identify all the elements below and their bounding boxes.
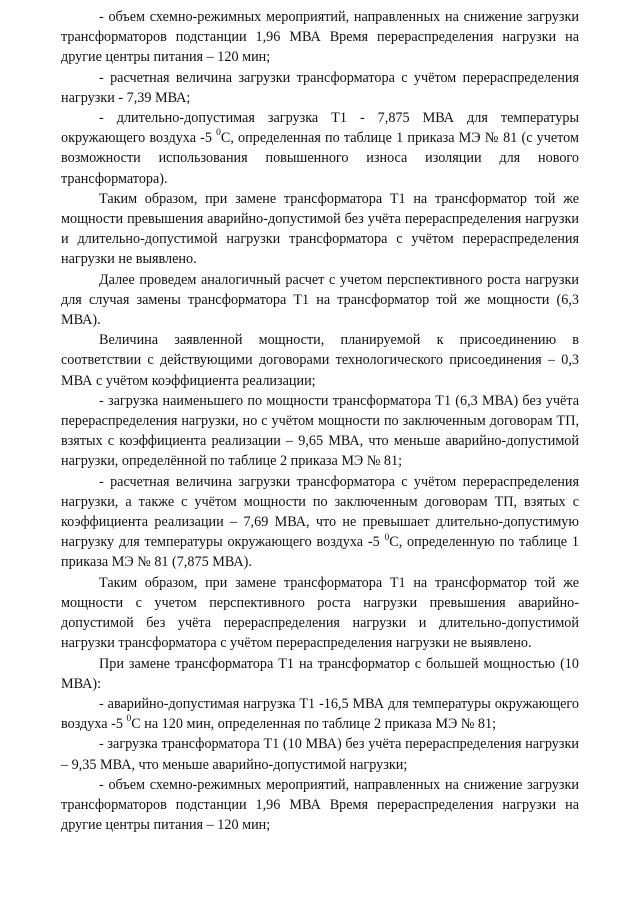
paragraph-6-text: Величина заявленной мощности, планируемой к присоединению в соответствии с действующими договорами технологического присоединения – 0,3 МВА с учётом коэффициента реализации; xyxy=(61,332,579,389)
paragraph-2 xyxy=(61,68,579,108)
paragraph-10-text: При замене трансформатора Т1 на трансформатор с большей мощностью (10 МВА): xyxy=(61,655,579,692)
paragraph-1-text: - объем схемно-режимных мероприятий, направленных на снижение загрузки трансформаторов подстанции 1,96 МВА Время перераспределения нагрузки на другие центры питания – 120 мин; xyxy=(61,9,579,66)
paragraph-13-text: - объем схемно-режимных мероприятий, направленных на снижение загрузки трансформаторов подстанции 1,96 МВА Время перераспределения нагрузки на другие центры питания – 120 мин; xyxy=(61,776,579,834)
paragraph-12 xyxy=(61,734,579,774)
document-body xyxy=(61,7,579,835)
paragraph-7-text: - загрузка наименьшего по мощности трансформатора Т1 (6,3 МВА) без учёта перераспределения нагрузки, но с учётом мощности по заключенным договорам ТП, взятых с коэффициента реализации – 9,65 МВА, что меньше аварийно-допустимой нагрузки, определённой по таблице 2 приказа МЭ № 81; xyxy=(61,392,579,470)
paragraph-3 xyxy=(61,108,579,189)
paragraph-8-text-b: С, определенную по таблице 1 приказа МЭ № 81 (7,875 МВА). xyxy=(61,534,579,571)
paragraph-9-text: Таким образом, при замене трансформатора Т1 на трансформатор той же мощности с учетом перспективного роста нагрузки превышения аварийно-допустимой без учёта перераспределения нагрузки и длительно-допустимой нагрузки трансформатора с учётом перераспределения нагрузки не выявлено. xyxy=(61,574,579,652)
paragraph-11-text-b: С на 120 мин, определенная по таблице 2 приказа МЭ № 81; xyxy=(131,716,497,733)
paragraph-13 xyxy=(61,775,579,836)
paragraph-9 xyxy=(61,573,579,654)
paragraph-11-text-a: - аварийно-допустимая нагрузка Т1 -16,5 МВА для температуры окружающего воздуха -5 xyxy=(61,695,579,733)
paragraph-5-text: Далее проведем аналогичный расчет с учетом перспективного роста нагрузки для случая замены трансформатора Т1 на трансформатор той же мощности (6,3 МВА). xyxy=(61,271,579,329)
paragraph-11 xyxy=(61,694,579,734)
paragraph-12-text: - загрузка трансформатора Т1 (10 МВА) без учёта перераспределения нагрузки – 9,35 МВА, что меньше аварийно-допустимой нагрузки; xyxy=(61,736,579,773)
paragraph-5 xyxy=(61,270,579,331)
degree-superscript: 0 xyxy=(216,128,221,139)
degree-superscript: 0 xyxy=(384,532,390,543)
paragraph-6 xyxy=(61,330,579,391)
degree-superscript: 0 xyxy=(126,714,132,725)
paragraph-10 xyxy=(61,654,579,694)
paragraph-2-text: - расчетная величина загрузки трансформатора с учётом перераспределения нагрузки - 7,39 МВА; xyxy=(61,69,579,106)
paragraph-8-text-a: - расчетная величина загрузки трансформатора с учётом перераспределения нагрузки, а также с учётом мощности по заключенным договорам ТП, взятых с коэффициента реализации – 7,69 МВА, что не превышает длительно-допустимую нагрузку для температуры окружающего воздуха -5 xyxy=(61,473,579,551)
paragraph-3-text-b: С, определенная по таблице 1 приказа МЭ № 81 (с учетом возможности использования повышенного износа изоляции для нового трансформатора). xyxy=(61,130,579,187)
paragraph-4-text: Таким образом, при замене трансформатора Т1 на трансформатор той же мощности превышения аварийно-допустимой без учёта перераспределения нагрузки и длительно-допустимой нагрузки трансформатора с учётом перераспределения нагрузки не выявлено. xyxy=(61,190,579,268)
paragraph-7 xyxy=(61,391,579,472)
paragraph-1 xyxy=(61,7,579,68)
paragraph-4 xyxy=(61,189,579,270)
paragraph-3-text-a: - длительно-допустимая загрузка Т1 - 7,875 МВА для температуры окружающего воздуха -5 xyxy=(61,110,579,147)
paragraph-8 xyxy=(61,472,579,573)
